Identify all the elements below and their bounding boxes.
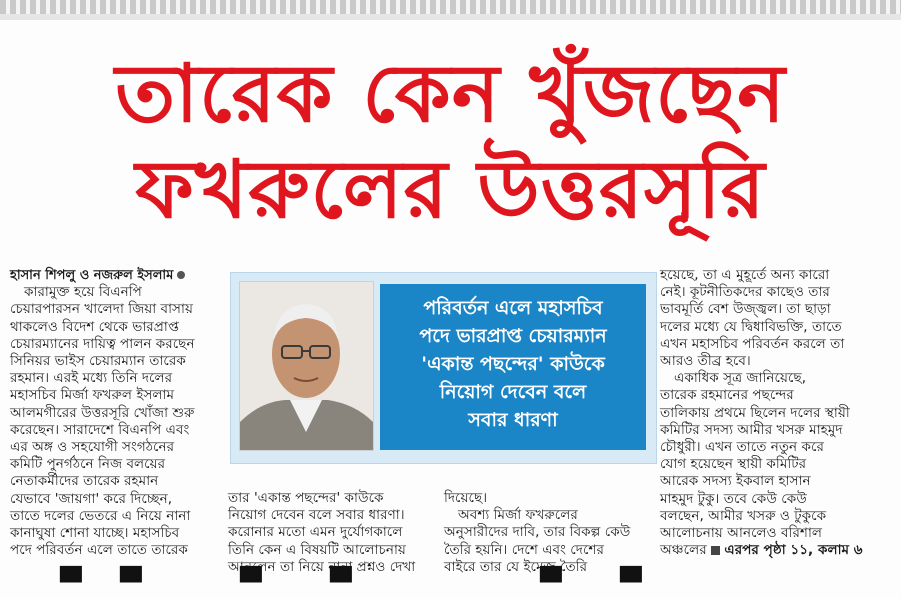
- quote-line: 'একান্ত পছন্দের' কাউকে: [421, 353, 605, 375]
- col1-line: এর অঙ্গ ও সহযোগী সংগঠনের: [10, 439, 175, 456]
- next-headline-glyph: ▀: [540, 566, 562, 599]
- portrait-illustration: [240, 282, 373, 450]
- col4-line: তারেক রহমানের পছন্দের: [660, 387, 794, 404]
- col4-line: কমিটির সদস্য আমীর খসরু মাহমুদ: [660, 421, 843, 438]
- quote-line: পরিবর্তন এলে মহাসচিব: [423, 297, 603, 319]
- col1-line: থাকলেও বিদেশ থেকে ভারপ্রাপ্ত: [10, 318, 180, 335]
- next-headline-glyph: ▀: [620, 566, 642, 599]
- top-border-shadow: [0, 14, 901, 20]
- col1-line: করেছেন। সারাদেশে বিএনপি এবং: [10, 421, 190, 438]
- col2-line: করোনার মতো এমন দুর্যোগকালে: [228, 524, 403, 541]
- byline-text: হাসান শিপলু ও নজরুল ইসলাম: [10, 268, 174, 283]
- col4-line: আরও তীব্র হবে।: [660, 353, 751, 370]
- col1-line: কারামুক্ত হয়ে বিএনপি: [24, 284, 142, 301]
- jump-line: [660, 542, 884, 559]
- col4-line: মাহমুদ টুকু। তবে কেউ কেউ: [660, 490, 807, 507]
- next-headline-glyph: ▀: [60, 566, 82, 599]
- jump-marker-icon: [711, 546, 720, 555]
- col1-line: রহমান। এরই মধ্যে তিনি দলের: [10, 370, 173, 387]
- col4-line: হয়েছে, তা এ মুহূর্তে অন্য কারো: [660, 267, 830, 283]
- headline-line-2: ফখরুলের উত্তরসূরি: [135, 143, 766, 236]
- quote-line: পদে ভারপ্রাপ্ত চেয়ারম্যান: [419, 325, 607, 347]
- article-column-1: [10, 267, 220, 559]
- col4-line: আলোচনায় আনলেও বরিশাল: [660, 525, 823, 542]
- quote-line: সবার ধারণা: [468, 409, 558, 431]
- col4-line: দলের মধ্যে যে দ্বিধাবিভক্তি, তাতে: [660, 318, 842, 335]
- col2-line: নিয়োগ দেবেন বলে সবার ধারণা।: [228, 507, 405, 524]
- col1-line: নেতাকর্মীদের তারেক রহমান: [10, 473, 159, 490]
- col4-line: তালিকায় প্রথমে ছিলেন দলের স্থায়ী: [660, 404, 850, 421]
- article-column-2: [228, 490, 430, 576]
- col3-line: দিয়েছে।: [444, 490, 488, 506]
- col1-line: আলমগীরের উত্তরসূরি খোঁজা শুরু: [10, 404, 195, 421]
- col3-line: অবশ্য মির্জা ফখরুলের: [458, 507, 578, 524]
- col1-line: সিনিয়র ভাইস চেয়ারম্যান তারেক: [10, 353, 186, 370]
- col1-line: যেভাবে 'জায়গা' করে দিচ্ছেন,: [10, 490, 173, 507]
- next-headline-glyph: ▀: [240, 566, 262, 599]
- pull-quote: [380, 284, 646, 450]
- col4-line: ভাবমূর্তি বেশ উজ্জ্বল। তা ছাড়া: [660, 301, 831, 318]
- col4-line: যোগ হয়েছেন স্থায়ী কমিটির: [660, 456, 807, 473]
- quote-line: নিয়োগ দেবেন বলে: [439, 381, 587, 403]
- col1-line: কানাঘুষা শোনা যাচ্ছে। মহাসচিব: [10, 525, 180, 542]
- col4-line: আরেক সদস্য ইকবাল হাসান: [660, 473, 811, 490]
- col4-line: এখন মহাসচিব পরিবর্তন করলে তা: [660, 335, 845, 352]
- bullet-icon: [177, 271, 185, 279]
- col3-line: অনুসারীদের দাবি, তার বিকল্প কেউ: [444, 524, 631, 541]
- col4-line: নেই। কূটনীতিকদের কাছেও তার: [660, 284, 830, 301]
- col2-line: আনলেন তা নিয়ে নানা প্রশ্নও দেখা: [228, 558, 416, 575]
- article-column-4: [660, 267, 884, 559]
- col3-line: বাইরে তার যে ইমেজ তৈরি: [444, 558, 588, 575]
- col4-last-word: অঞ্চলের: [660, 542, 707, 559]
- col1-line: তাতে দলের ভেতরে এ নিয়ে নানা: [10, 507, 191, 524]
- byline: [10, 267, 220, 284]
- col4-line: বলছেন, আমীর খসরু ও টুকুকে: [660, 507, 827, 524]
- col1-line: পদে পরিবর্তন এলে তাতে তারেক: [10, 542, 188, 559]
- col1-line: চেয়ারম্যানের দায়িত্ব পালন করছেন: [10, 335, 195, 352]
- jump-reference[interactable]: এরপর পৃষ্ঠা ১১, কলাম ৬: [724, 542, 863, 559]
- next-headline-glyph: ▀: [330, 566, 352, 599]
- col4-line: একাধিক সূত্র জানিয়েছে,: [674, 370, 807, 387]
- col1-line: কমিটি পুনর্গঠনে নিজ বলয়ের: [10, 456, 166, 473]
- col2-line: তার 'একান্ত পছন্দের' কাউকে: [228, 490, 384, 506]
- top-border: [0, 0, 901, 14]
- col1-line: মহাসচিব মির্জা ফখরুল ইসলাম: [10, 387, 174, 404]
- col1-line: চেয়ারপারসন খালেদা জিয়া বাসায়: [10, 301, 193, 318]
- article-column-3: [444, 490, 652, 576]
- col3-line: তৈরি হয়নি। দেশে এবং দেশের: [444, 541, 604, 558]
- next-headline-glyph: ▀: [120, 566, 142, 599]
- col2-line: তিনি কেন এ বিষয়টি আলোচনায়: [228, 541, 406, 558]
- portrait-photo: [239, 281, 374, 451]
- headline-line-1: তারেক কেন খুঁজছেন: [115, 47, 786, 140]
- col4-line: চৌধুরী। এখন তাতে নতুন করে: [660, 439, 824, 456]
